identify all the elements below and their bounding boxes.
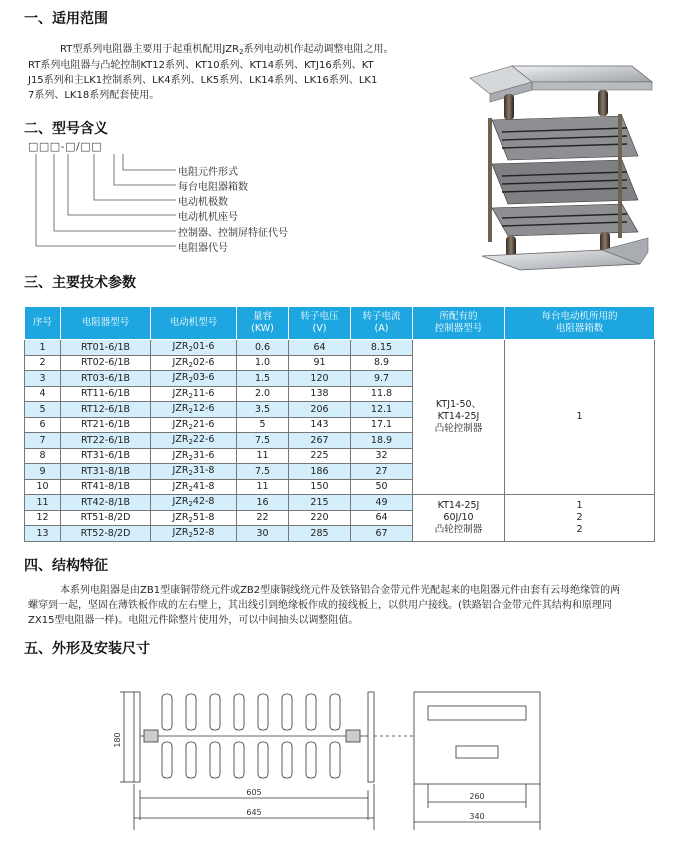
section-title-model: 二、型号含义	[24, 121, 108, 137]
table-cell: $JZR_242-8$	[151, 495, 237, 511]
table-cell: 27	[351, 464, 413, 480]
spec-table	[24, 306, 655, 542]
table-cell: 9.7	[351, 371, 413, 387]
model-label-element-form: 电阻元件形式	[178, 167, 238, 178]
table-header-cell: 所配有的 控制器型号	[413, 307, 505, 340]
table-cell: 12	[25, 510, 61, 526]
table-cell: $JZR_202-6$	[151, 355, 237, 371]
table-cell: 8.15	[351, 340, 413, 356]
structure-line-1: 本系列电阻器是由ZB1型康铜带绕元件或ZB2型康铜线绕元件及铁铬铝合金带元件光配起来的电阻器元件由套有云母绝缘管的两	[60, 585, 621, 596]
table-cell: 22	[237, 510, 289, 526]
table-cell: $JZR_231-8$	[151, 464, 237, 480]
table-cell: 67	[351, 526, 413, 542]
table-cell: 91	[289, 355, 351, 371]
table-header-cell: 序号	[25, 307, 61, 340]
table-row	[25, 340, 655, 356]
resistor-product-photo	[462, 60, 662, 272]
section-title-scope: 一、适用范围	[24, 11, 108, 27]
table-cell: 285	[289, 526, 351, 542]
table-cell: RT52-8/2D	[61, 526, 151, 542]
table-cell: RT22-6/1B	[61, 433, 151, 449]
table-header-cell: 转子电压 (V)	[289, 307, 351, 340]
table-cell: 64	[351, 510, 413, 526]
table-header-row	[25, 307, 655, 340]
table-cell: 2	[25, 355, 61, 371]
table-cell: 225	[289, 448, 351, 464]
table-cell: $JZR_251-8$	[151, 510, 237, 526]
table-cell: 206	[289, 402, 351, 418]
table-cell: 16	[237, 495, 289, 511]
table-cell: 5	[25, 402, 61, 418]
table-cell: RT02-6/1B	[61, 355, 151, 371]
table-cell: 5	[237, 417, 289, 433]
table-cell: 64	[289, 340, 351, 356]
table-cell: 3	[25, 371, 61, 387]
table-cell: 267	[289, 433, 351, 449]
section-title-dimensions: 五、外形及安装尺寸	[24, 641, 150, 657]
table-cell: 150	[289, 479, 351, 495]
model-label-poles: 电动机极数	[178, 197, 228, 208]
table-cell: 11	[237, 448, 289, 464]
table-cell: 13	[25, 526, 61, 542]
model-label-controller: 控制器、控制屏特征代号	[178, 228, 288, 239]
table-cell: 7.5	[237, 464, 289, 480]
table-cell: $JZR_231-6$	[151, 448, 237, 464]
table-cell: 7.5	[237, 433, 289, 449]
table-cell: 18.9	[351, 433, 413, 449]
model-label-boxes: 每台电阻器箱数	[178, 182, 248, 193]
model-label-resistor-code: 电阻器代号	[178, 243, 228, 254]
table-cell: $JZR_252-8$	[151, 526, 237, 542]
table-cell: 49	[351, 495, 413, 511]
table-cell: 1.0	[237, 355, 289, 371]
table-cell: 17.1	[351, 417, 413, 433]
table-cell: 9	[25, 464, 61, 480]
dim-side-total-label: 340	[469, 812, 485, 821]
dim-inner-length-label: 605	[246, 788, 262, 797]
controller-group-1: KTJ1-50、 KT14-25J 凸轮控制器	[413, 340, 505, 495]
table-cell: 220	[289, 510, 351, 526]
table-cell: 215	[289, 495, 351, 511]
model-label-frame: 电动机机座号	[178, 212, 238, 223]
section-title-specs: 三、主要技术参数	[24, 275, 136, 291]
boxes-group-2: 1 2 2	[505, 495, 655, 542]
table-cell: 8	[25, 448, 61, 464]
table-cell: $JZR_221-6$	[151, 417, 237, 433]
table-cell: RT51-8/2D	[61, 510, 151, 526]
table-cell: 143	[289, 417, 351, 433]
table-cell: RT31-8/1B	[61, 464, 151, 480]
table-cell: $JZR_241-8$	[151, 479, 237, 495]
table-cell: 186	[289, 464, 351, 480]
table-cell: RT21-6/1B	[61, 417, 151, 433]
table-cell: 30	[237, 526, 289, 542]
table-cell: 2.0	[237, 386, 289, 402]
structure-line-3: ZX15型电阻器一样)。电阻元件除整片使用外，可以中间抽头以调整阻值。	[28, 615, 359, 626]
dimension-drawing	[110, 680, 560, 830]
table-cell: 50	[351, 479, 413, 495]
table-cell: 3.5	[237, 402, 289, 418]
scope-line-3: J15系列和主LK1控制系列、LK4系列、LK5系列、LK14系列、LK16系列、LK1	[28, 75, 378, 86]
table-cell: $JZR_212-6$	[151, 402, 237, 418]
table-row	[25, 495, 655, 511]
table-cell: $JZR_203-6$	[151, 371, 237, 387]
model-code-diagram	[28, 140, 308, 260]
table-cell: 32	[351, 448, 413, 464]
scope-line-4: 7系列、LK18系列配套使用。	[28, 90, 160, 101]
table-cell: 138	[289, 386, 351, 402]
table-cell: 8.9	[351, 355, 413, 371]
table-cell: $JZR_201-6$	[151, 340, 237, 356]
table-cell: RT03-6/1B	[61, 371, 151, 387]
scope-line-2: RT系列电阻器与凸轮控制KT12系列、KT10系列、KT14系列、KTJ16系列、KT	[28, 60, 374, 71]
table-cell: RT42-8/1B	[61, 495, 151, 511]
table-cell: 11	[237, 479, 289, 495]
table-cell: 1.5	[237, 371, 289, 387]
table-header-cell: 转子电流 (A)	[351, 307, 413, 340]
table-cell: 120	[289, 371, 351, 387]
table-cell: 12.1	[351, 402, 413, 418]
model-code-pattern: □□□-□/□□	[28, 140, 103, 153]
boxes-group-1: 1	[505, 340, 655, 495]
dim-height-label: 180	[113, 732, 122, 748]
table-cell: RT01-6/1B	[61, 340, 151, 356]
table-cell: 4	[25, 386, 61, 402]
table-cell: RT31-6/1B	[61, 448, 151, 464]
table-header-cell: 电动机型号	[151, 307, 237, 340]
table-cell: RT11-6/1B	[61, 386, 151, 402]
table-cell: RT41-8/1B	[61, 479, 151, 495]
structure-line-2: 螺穿到一起，坚固在薄铁板作成的左右壁上，其出线引到绝缘板作成的接线板上，以供用户接线。(铁路铝合金带元件其结构和原理同	[28, 600, 612, 611]
table-header-cell: 量容 (KW)	[237, 307, 289, 340]
table-cell: 1	[25, 340, 61, 356]
table-cell: 11.8	[351, 386, 413, 402]
table-cell: $JZR_211-6$	[151, 386, 237, 402]
dim-side-inner-label: 260	[469, 792, 485, 801]
table-cell: 0.6	[237, 340, 289, 356]
model-code-leader-lines	[28, 140, 308, 260]
controller-group-2: KT14-25J 60J/10 凸轮控制器	[413, 495, 505, 542]
table-cell: 7	[25, 433, 61, 449]
table-cell: 11	[25, 495, 61, 511]
scope-line-1: RT型系列电阻器主要用于起重机配用$JZR_2$系列电动机作起动调整电阻之用。	[60, 44, 394, 56]
table-cell: RT12-6/1B	[61, 402, 151, 418]
table-cell: 6	[25, 417, 61, 433]
table-body	[25, 340, 655, 542]
table-header-cell: 电阻器型号	[61, 307, 151, 340]
section-title-structure: 四、结构特征	[24, 558, 108, 574]
table-header-cell: 每台电动机所用的 电阻器箱数	[505, 307, 655, 340]
dim-total-length-label: 645	[246, 808, 262, 817]
table-cell: 10	[25, 479, 61, 495]
table-cell: $JZR_222-6$	[151, 433, 237, 449]
